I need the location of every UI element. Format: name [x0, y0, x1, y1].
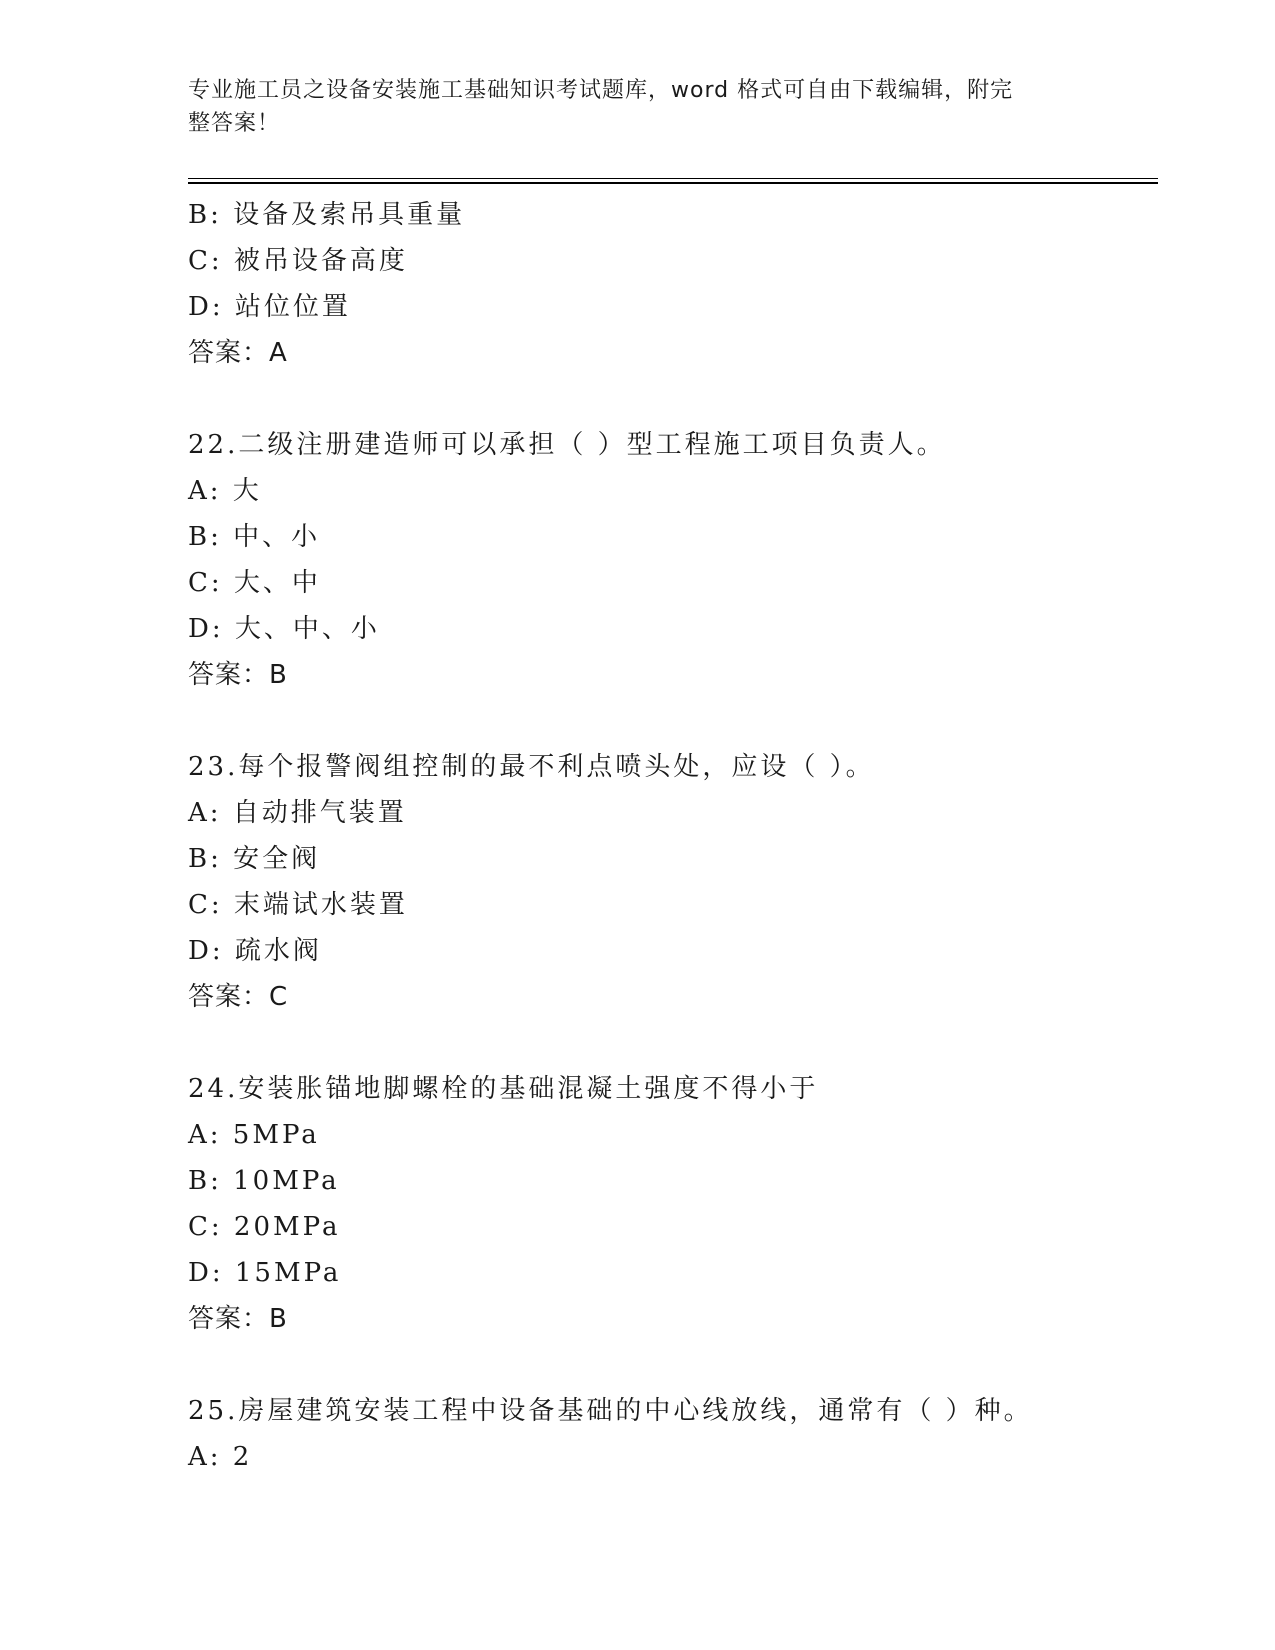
question-stem: 24.安装胀锚地脚螺栓的基础混凝土强度不得小于: [188, 1074, 819, 1104]
option-a: A: 2: [188, 1442, 253, 1472]
question-list: [188, 192, 1168, 1480]
question-23: [188, 744, 1168, 1020]
question-21-partial: [188, 192, 1168, 376]
option-d: D: 大、中、小: [188, 614, 380, 644]
option-b: B: 安全阀: [188, 844, 321, 874]
option-c: C: 大、中: [188, 568, 321, 598]
spacer: [188, 1342, 1168, 1388]
option-a: A: 5MPa: [188, 1120, 320, 1150]
option-a: A: 自动排气装置: [188, 798, 407, 828]
header-divider-thick: [188, 182, 1158, 184]
option-c: C: 20MPa: [188, 1212, 341, 1242]
question-stem: 23.每个报警阀组控制的最不利点喷头处，应设（ ）。: [188, 752, 875, 782]
question-25: [188, 1388, 1168, 1480]
header-divider-thin: [188, 178, 1158, 179]
answer-line: 答案：C: [188, 982, 289, 1012]
header-line-2: 整答案！: [188, 111, 281, 136]
answer-line: 答案：B: [188, 660, 288, 690]
question-stem: 25.房屋建筑安装工程中设备基础的中心线放线，通常有（ ）种。: [188, 1396, 1033, 1426]
option-b: B: 设备及索吊具重量: [188, 200, 466, 230]
document-header: [188, 74, 1068, 140]
option-c: C: 被吊设备高度: [188, 246, 408, 276]
option-a: A: 大: [188, 476, 262, 506]
spacer: [188, 376, 1168, 422]
option-d: D: 15MPa: [188, 1258, 342, 1288]
question-24: [188, 1066, 1168, 1342]
option-c: C: 末端试水装置: [188, 890, 408, 920]
spacer: [188, 698, 1168, 744]
spacer: [188, 1020, 1168, 1066]
option-b: B: 10MPa: [188, 1166, 340, 1196]
option-b: B: 中、小: [188, 522, 321, 552]
header-line-1: 专业施工员之设备安装施工基础知识考试题库，word 格式可自由下载编辑，附完: [188, 78, 1014, 103]
question-stem: 22.二级注册建造师可以承担（ ）型工程施工项目负责人。: [188, 430, 946, 460]
answer-line: 答案：A: [188, 338, 288, 368]
option-d: D: 站位位置: [188, 292, 351, 322]
answer-line: 答案：B: [188, 1304, 288, 1334]
question-22: [188, 422, 1168, 698]
option-d: D: 疏水阀: [188, 936, 322, 966]
